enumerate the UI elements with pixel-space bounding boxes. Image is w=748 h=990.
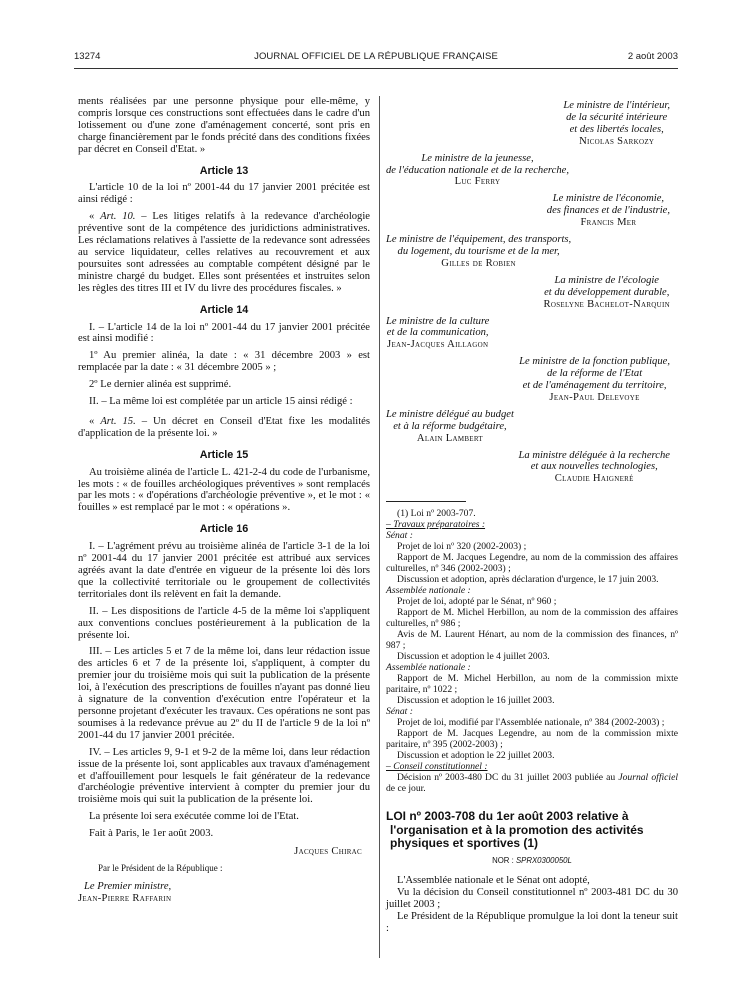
signatory-block <box>519 356 670 404</box>
signatory-title: et du développement durable, <box>544 286 670 298</box>
signatory-title: Le ministre de l'économie, <box>552 193 665 205</box>
signatory-title: Le ministre délégué au budget <box>386 408 514 420</box>
an-items-2 <box>386 673 678 706</box>
footnote-item: Discussion et adoption le 4 juillet 2003. <box>397 651 550 663</box>
article-16-paragraph: III. – Les articles 5 et 7 de la même loi, dans leur rédaction issue des articles 6 et 7 de la présente loi, s'appliquent, à compter du premier jour du troisième mois qui suit la publication de la présente loi, à l'exécution des prescriptions de fouilles n'ayant pas donné lieu à signature de la convention d'exécution entre l'opérateur et la personne projetant d'exécuter les travaux. Ces opérations ne sont pas soumises à la redevance prévue au 2º du II de l'article 9 de la loi nº 2001-44 du 17 janvier 2001 précitée. <box>78 646 370 741</box>
signatory-title: et à la réforme budgétaire, <box>393 420 507 432</box>
footnote <box>386 508 678 794</box>
footnote-item: Rapport de M. Michel Herbillon, au nom de la commission des affaires culturelles, nº 986 ; <box>386 607 678 630</box>
signatory-title: La ministre de l'écologie <box>554 274 660 286</box>
signatory-title: du logement, du tourisme et de la mer, <box>397 245 560 257</box>
footnote-item: Discussion et adoption le 16 juillet 2003. <box>397 695 555 707</box>
senat-label-2 <box>386 706 678 717</box>
footnote-item: Discussion et adoption le 22 juillet 2003. <box>397 750 555 762</box>
page-header <box>74 51 678 65</box>
done-at: Fait à Paris, le 1er août 2003. <box>89 828 214 840</box>
signatory-title: Le ministre de la fonction publique, <box>519 356 670 368</box>
issue-date: 2 août 2003 <box>627 51 678 62</box>
signatory-block <box>518 450 670 486</box>
an-label-text: Assemblée nationale : <box>386 662 471 674</box>
execution-clause: La présente loi sera exécutée comme loi de l'Etat. <box>89 811 299 823</box>
signatories-list <box>386 100 678 485</box>
decision-text: Décision nº 2003-480 DC du 31 juillet 2003 publiée au <box>397 772 619 784</box>
signatory-name: Claudie Haigneré <box>554 473 634 485</box>
footnote-ref: (1) Loi nº 2003-707. <box>397 508 476 520</box>
signatory-title: Le ministre de la jeunesse, <box>421 152 534 164</box>
article-14-paragraph: 2º Le dernier alinéa est supprimé. <box>89 379 232 391</box>
an-label-1 <box>386 585 678 596</box>
an-items-1 <box>386 596 678 662</box>
signatory-block <box>386 153 569 189</box>
quote-text: – Les litiges relatifs à la redevance d'archéologie préventive sont de la compétence des juridictions administratives. Les réclamations relatives à l'assiette de la redevance sont adressées au service liquidateur, celles relatives au recouvrement et aux poursuites sont adressées au comptable compétent désigné par le ministre chargé du budget. Elles sont présentées et instruites selon les règles des titres III et IV du livre des procédures fiscales. » <box>78 211 371 294</box>
senat-items-2 <box>386 717 678 761</box>
header-rule <box>74 68 678 69</box>
quote-open: « <box>89 211 101 223</box>
signatory-title: Le ministre de l'équipement, des transports, <box>386 234 572 246</box>
signatory-block <box>563 100 670 148</box>
article-13-heading: Article 13 <box>199 164 249 177</box>
article-14-paragraph: I. – L'article 14 de la loi nº 2001-44 du 17 janvier 2001 précitée est ainsi modifié : <box>78 321 370 345</box>
pm-title <box>78 881 370 893</box>
article-15-paragraph: Au troisième alinéa de l'article L. 421-2-4 du code de l'urbanisme, les mots : « de fouilles archéologiques préventives » sont remplacés par les mots : « d'opérations d'archéologie préventive », et le mot : « fouilles » est remplacé par le mot : « opérations ». <box>78 466 370 514</box>
footnote-item: Rapport de M. Jacques Legendre, au nom de la commission mixte paritaire, nº 395 (2002-2003) ; <box>386 728 678 751</box>
quote-open: « <box>89 415 101 427</box>
nor-reference <box>386 855 678 867</box>
signatory-title: La ministre déléguée à la recherche <box>518 449 670 461</box>
signatory-title: et de l'aménagement du territoire, <box>522 380 667 392</box>
conseil-label <box>386 761 678 772</box>
signatory-title: des finances et de l'industrie, <box>546 205 670 217</box>
conseil-decision <box>386 772 678 794</box>
law-preamble: L'Assemblée nationale et le Sénat ont adopté, <box>397 874 590 886</box>
law-preamble: Vu la décision du Conseil constitutionnel nº 2003-481 DC du 30 juillet 2003 ; <box>386 886 678 910</box>
signatory-name: Luc Ferry <box>454 176 501 188</box>
senat-label-text: Sénat : <box>386 530 413 542</box>
law-title: LOI nº 2003-708 du 1er août 2003 relative à l'organisation et à la promotion des activités physiques et sportives (1) <box>386 809 644 851</box>
intro-paragraph: ments réalisées par une personne physique pour elle-même, y compris lorsque ces constructions sont effectuées dans le cadre d'un lotissement ou d'une zone d'aménagement concerté, sont pris en charge financièrement par le fonds précité dans des conditions fixées par décret en Conseil d'Etat. » <box>78 96 370 155</box>
article-13-paragraph: L'article 10 de la loi nº 2001-44 du 17 janvier 2001 précitée est ainsi rédigé : <box>78 182 370 206</box>
by-president-label: Par le Président de la République : <box>98 862 223 873</box>
pm-name: Jean-Pierre Raffarin <box>78 892 172 904</box>
an-label-text: Assemblée nationale : <box>386 585 471 597</box>
article-15-heading: Article 15 <box>199 448 249 461</box>
footnote-item: Projet de loi nº 320 (2002-2003) ; <box>397 541 527 553</box>
decision-suffix: de ce jour. <box>386 783 426 795</box>
footnote-rule <box>386 501 466 502</box>
travaux-text: – Travaux préparatoires : <box>386 519 486 531</box>
article-16-paragraph: I. – L'agrément prévu au troisième alinéa de l'article 3-1 de la loi nº 2001-44 du 17 janvier 2001 précitée est attribué aux services agréés avant la date d'entrée en vigueur de la présente loi dès lors que la collectivité territoriale ou le groupement de collectivités territoriales dont ils relèvent en fait la demande. <box>78 541 370 600</box>
footnote-item: Rapport de M. Michel Herbillon, au nom de la commission mixte paritaire, nº 1022 ; <box>386 673 678 696</box>
signatory-title: de la réforme de l'Etat <box>546 368 643 380</box>
signatory-block <box>386 316 489 352</box>
signatory-name: Nicolas Sarkozy <box>579 135 655 147</box>
nor-code: SPRX0300050L <box>515 856 572 866</box>
signatory-title: Le ministre de la culture <box>386 315 490 327</box>
article-14-paragraph: 1º Au premier alinéa, la date : « 31 décembre 2003 » est remplacée par la date : « 31 décembre 2005 » ; <box>78 350 370 374</box>
signatory-title: Le ministre de l'intérieur, <box>563 100 670 111</box>
conseil-text: – Conseil constitutionnel : <box>386 761 488 773</box>
an-label-2 <box>386 662 678 673</box>
art-ref: Art. 10. <box>100 211 136 223</box>
article-13-quote <box>78 211 370 294</box>
signatory-block <box>547 193 670 229</box>
travaux-label <box>386 519 678 530</box>
footnote-item: Rapport de M. Jacques Legendre, au nom de la commission des affaires culturelles, nº 346 (2002-2003) ; <box>386 552 678 575</box>
signatory-name: Jean-Jacques Aillagon <box>387 339 489 351</box>
signatory-title: de l'éducation nationale et de la recherche, <box>386 164 569 176</box>
signatory-block <box>386 409 514 445</box>
signatory-title: et des libertés locales, <box>569 123 664 135</box>
article-16-paragraph: II. – Les dispositions de l'article 4-5 de la même loi s'appliquent aux conventions conclues postérieurement à la publication de la présente loi. <box>78 605 370 641</box>
footnote-item: Discussion et adoption, après déclaration d'urgence, le 17 juin 2003. <box>397 574 659 586</box>
signatory-title: et de la communication, <box>386 327 489 339</box>
signatory-block <box>386 234 571 270</box>
column-divider <box>379 96 380 958</box>
art-ref: Art. 15. <box>100 415 136 427</box>
signatory-title: et aux nouvelles technologies, <box>530 461 658 473</box>
right-column <box>386 100 678 935</box>
pm-title-text: Le Premier ministre, <box>84 880 172 892</box>
footnote-item: Projet de loi, modifié par l'Assemblée nationale, nº 384 (2002-2003) ; <box>397 717 665 729</box>
law-preamble: Le Président de la République promulgue la loi dont la teneur suit : <box>386 910 678 934</box>
page-number: 13274 <box>74 51 101 62</box>
signatory-name: Francis Mer <box>580 217 637 229</box>
signatory-name: Gilles de Robien <box>441 257 516 269</box>
signatory-title: de la sécurité intérieure <box>566 111 668 123</box>
president-signature: Jacques Chirac <box>294 846 362 858</box>
footnote-item: Avis de M. Laurent Hénart, au nom de la commission des finances, nº 987 ; <box>386 629 678 652</box>
senat-label-1 <box>386 530 678 541</box>
journal-ref: Journal officiel <box>618 772 678 784</box>
nor-label: NOR : <box>492 856 516 866</box>
signatory-name: Roselyne Bachelot-Narquin <box>543 298 670 310</box>
quote-text: – Un décret en Conseil d'Etat fixe les modalités d'application de la présente loi. » <box>78 415 370 439</box>
journal-title: JOURNAL OFFICIEL DE LA RÉPUBLIQUE FRANÇAISE <box>254 51 498 62</box>
senat-items-1 <box>386 541 678 585</box>
article-14-heading: Article 14 <box>199 303 249 316</box>
article-16-heading: Article 16 <box>199 523 249 536</box>
signatory-name: Alain Lambert <box>416 432 484 444</box>
signatory-block <box>543 275 670 311</box>
article-14-paragraph: II. – La même loi est complétée par un article 15 ainsi rédigé : <box>89 396 353 408</box>
senat-label-text: Sénat : <box>386 706 413 718</box>
left-column <box>78 96 370 905</box>
signatory-name: Jean-Paul Delevoye <box>549 391 640 403</box>
article-16-paragraph: IV. – Les articles 9, 9-1 et 9-2 de la même loi, dans leur rédaction issue de la présente loi, sont applicables aux travaux d'aménagement et d'affouillement pour lesquels le fait générateur de la redevance d'archéologie préventive intervient à compter du premier jour du troisième mois qui suit la publication de la présente loi. <box>78 746 370 806</box>
footnote-item: Projet de loi, adopté par le Sénat, nº 960 ; <box>397 596 557 608</box>
article-14-quote <box>78 416 370 440</box>
